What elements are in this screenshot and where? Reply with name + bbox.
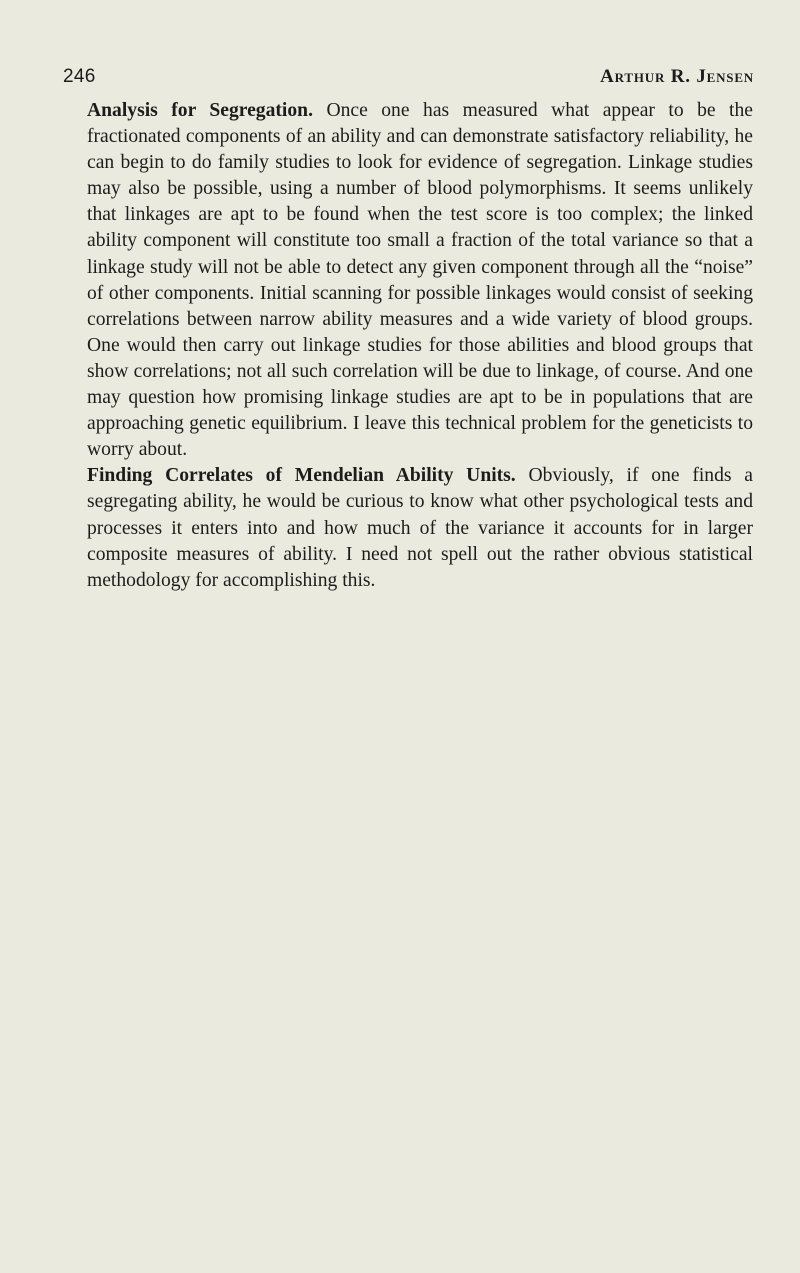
section-heading: Finding Correlates of Mendelian Ability Units. <box>87 465 516 487</box>
paragraph-text: Obviously, if one finds a segregating ability, he would be curious to know what other psychological tests and processes it enters into and how much of the variance it accounts for in larger composite measures of ability. I need not spell out the rather obvious statistical methodology for accomplishing this. <box>87 465 753 591</box>
body-text <box>87 98 753 594</box>
paragraph-analysis-for-segregation <box>87 98 753 463</box>
paragraph-finding-correlates <box>87 463 753 593</box>
running-title: Arthur R. Jensen <box>600 66 754 87</box>
page-number: 246 <box>63 66 96 87</box>
running-header <box>63 66 754 92</box>
paragraph-text: Once one has measured what appear to be the fractionated components of an ability and can demonstrate satisfactory reliability, he can begin to do family studies to look for evidence of segregation. Linkage studies may also be possible, using a number of blood polymorphisms. It seems unlikely that linkages are apt to be found when the test score is too complex; the linked ability component will constitute too small a fraction of the total variance so that a linkage study will not be able to detect any given component through all the “noise” of other components. Initial scanning for possible linkages would consist of seeking correlations between narrow ability measures and a wide variety of blood groups. One would then carry out linkage studies for those abilities and blood groups that show correlations; not all such correlation will be due to linkage, of course. And one may question how promising linkage studies are apt to be in populations that are approaching genetic equilibrium. I leave this technical problem for the geneticists to worry about. <box>87 100 753 461</box>
section-heading: Analysis for Segregation. <box>87 100 313 121</box>
